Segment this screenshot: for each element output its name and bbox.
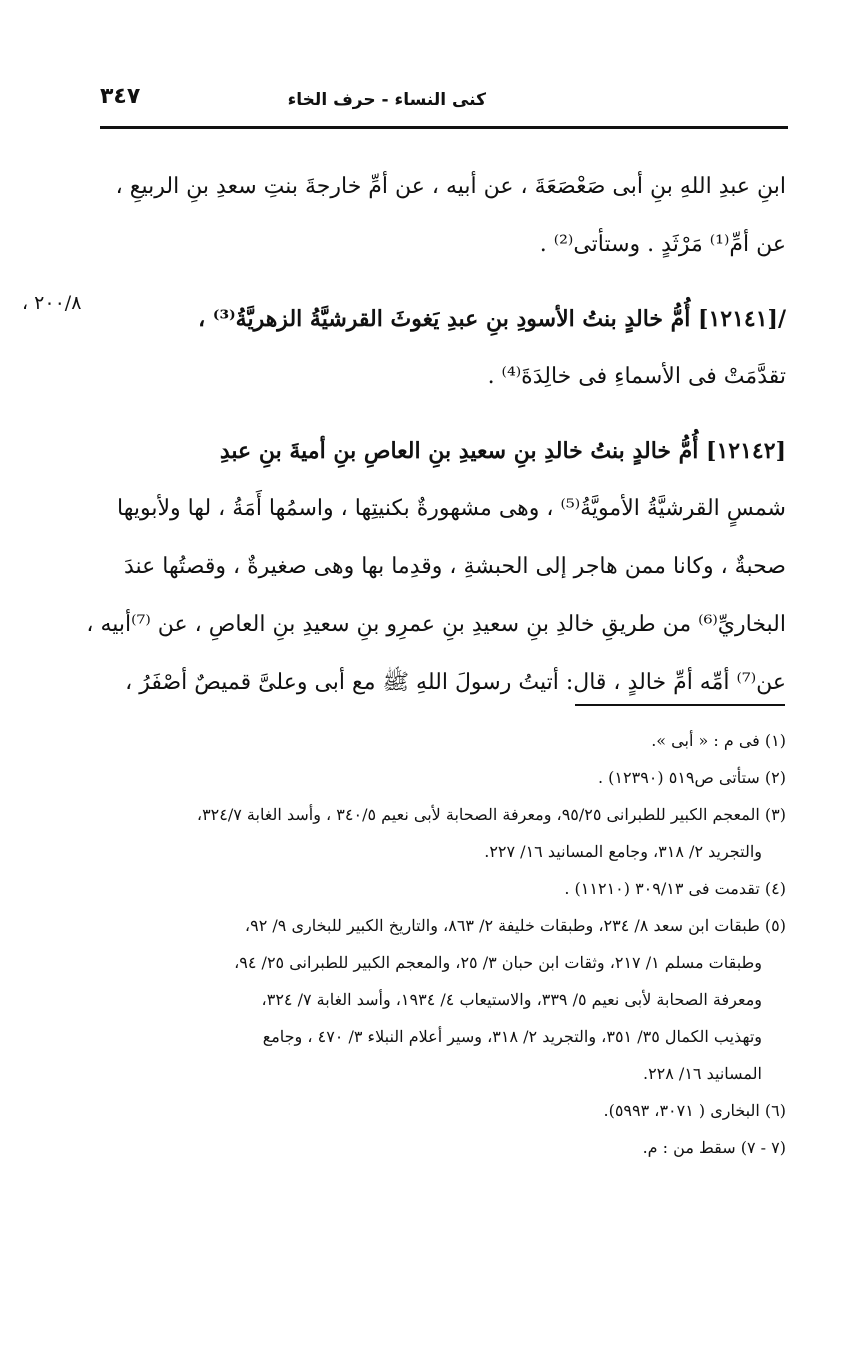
footnote-6 bbox=[92, 1092, 786, 1129]
footnote-line: وتهذيب الكمال ٣٥/ ٣٥١، والتجريد ٢/ ٣١٨، وسير أعلام النبلاء ٣/ ٤٧٠ ، وجامع bbox=[262, 1027, 762, 1046]
footnote-5 bbox=[92, 907, 786, 1092]
text-line: شمسٍ القرشيَّةُ الأمويَّةُ⁽⁵⁾ ، وهى مشهورةٌ بكنيتِها ، واسمُها أَمَةُ ، لها ولأبويها bbox=[116, 496, 786, 521]
entry-12142 bbox=[86, 422, 786, 712]
footnote-line: المسانيد ١٦/ ٢٢٨. bbox=[642, 1064, 762, 1083]
footnote-3 bbox=[92, 796, 786, 870]
footnote-7 bbox=[92, 1129, 786, 1166]
footnote-line: (٦) البخارى ( ٣٠٧١، ٥٩٩٣). bbox=[603, 1101, 786, 1120]
margin-page-reference: ٢٠٠/٨ ، bbox=[22, 292, 82, 314]
footnote-1 bbox=[92, 722, 786, 759]
footnote-line: ومعرفة الصحابة لأبى نعيم ٥/ ٣٣٩، والاستيعاب ٤/ ١٩٣٤، وأسد الغابة ٧/ ٣٢٤، bbox=[261, 990, 762, 1009]
text-line: عن أمِّ⁽¹⁾ مَرْثَدٍ . وستأتى⁽²⁾ . bbox=[539, 232, 786, 257]
footnote-line: (١) فى م : « أبى ». bbox=[651, 731, 786, 750]
entry-heading: /[١٢١٤١] أُمُّ خالدٍ بنتُ الأسودِ بنِ عبدِ يَغوثَ القرشيَّةُ الزهريَّةُ⁽³⁾ ، bbox=[198, 306, 786, 332]
text-line: صحبةٌ ، وكانا ممن هاجر إلى الحبشةِ ، وقدِما بها وهى صغيرةٌ ، وقصتُها عندَ bbox=[124, 554, 786, 579]
page-number: ٣٤٧ bbox=[100, 84, 141, 109]
footnote-line: والتجريد ٢/ ٣١٨، وجامع المسانيد ١٦/ ٢٢٧. bbox=[484, 842, 762, 861]
running-header bbox=[100, 84, 786, 124]
footnote-separator bbox=[575, 704, 785, 706]
main-text bbox=[86, 158, 786, 712]
footnote-4 bbox=[92, 870, 786, 907]
text-line: ابنِ عبدِ اللهِ بنِ أبى صَعْصَعَةَ ، عن أبيه ، عن أمِّ خارجةَ بنتِ سعدِ بنِ الربيعِ ، bbox=[115, 174, 786, 199]
footnote-line: وطبقات مسلم ١/ ٢١٧، وثقات ابن حبان ٣/ ٢٥، والمعجم الكبير للطبرانى ٢٥/ ٩٤، bbox=[234, 953, 762, 972]
entry-12141 bbox=[98, 290, 786, 406]
paragraph-continuation bbox=[98, 158, 786, 274]
footnote-2 bbox=[92, 759, 786, 796]
footnote-line: (٣) المعجم الكبير للطبرانى ٩٥/٢٥، ومعرفة الصحابة لأبى نعيم ٣٤٠/٥ ، وأسد الغابة ٣٢٤/٧، bbox=[196, 805, 786, 824]
text-line: عن⁽⁷⁾ أمِّه أمِّ خالدٍ ، قال: أتيتُ رسولَ اللهِ ﷺ مع أبى وعلىَّ قميصٌ أصْفَرُ ، bbox=[125, 670, 786, 695]
running-title: كنى النساء - حرف الخاء bbox=[287, 90, 486, 110]
text-line: البخاريِّ⁽⁶⁾ من طريقِ خالدِ بنِ سعيدِ بنِ عمرِو بنِ سعيدِ بنِ العاصِ ، عن ⁽⁷⁾أبيه ، bbox=[86, 612, 786, 637]
text-line: تقدَّمَتْ فى الأسماءِ فى خالِدَةَ⁽⁴⁾ . bbox=[487, 364, 786, 389]
entry-heading: [١٢١٤٢] أُمُّ خالدٍ بنتُ خالدِ بنِ سعيدِ بنِ العاصِ بنِ أميةَ بنِ عبدِ bbox=[219, 438, 786, 464]
footnote-line: (٥) طبقات ابن سعد ٨/ ٢٣٤، وطبقات خليفة ٢/ ٨٦٣، والتاريخ الكبير للبخارى ٩/ ٩٢، bbox=[244, 916, 786, 935]
footnotes bbox=[92, 722, 786, 1166]
footnote-line: (٧ - ٧) سقط من : م. bbox=[642, 1138, 786, 1157]
footnote-line: (٤) تقدمت فى ٣٠٩/١٣ (١١٢١٠) . bbox=[564, 879, 786, 898]
header-rule bbox=[100, 126, 788, 129]
footnote-line: (٢) ستأتى ص٥١٩ (١٢٣٩٠) . bbox=[598, 768, 786, 787]
